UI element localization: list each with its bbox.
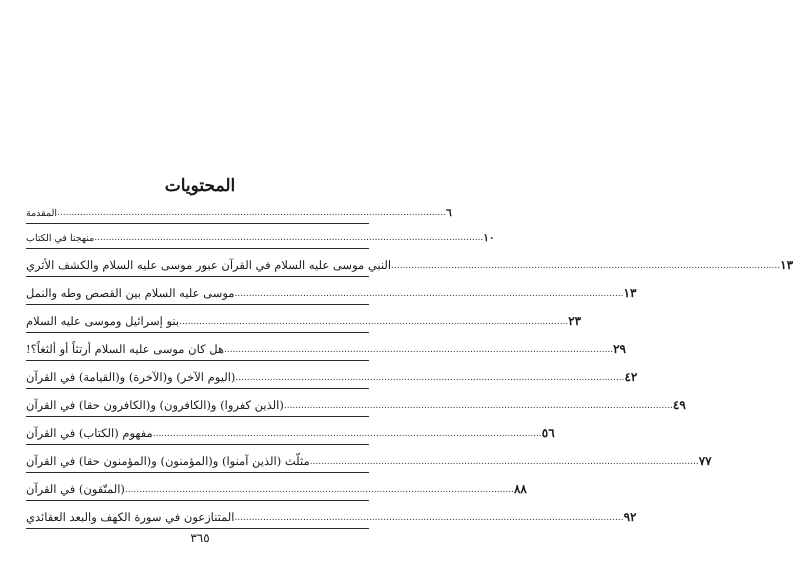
toc-entry-page: ٨٨ (513, 482, 527, 496)
toc-entry-page: ٩٢ (623, 510, 637, 524)
toc-leader-dots (94, 231, 483, 248)
toc-leader-dots (234, 287, 623, 304)
toc-entry-title: المقدمة (26, 208, 58, 219)
toc-title: المحتويات (164, 176, 236, 196)
toc-leader-dots (125, 483, 514, 500)
toc-entry-page: ١٠ (483, 232, 495, 244)
toc-entry-title: (المتّقون) في القرآن (26, 482, 125, 496)
toc-entry-page: ٥٦ (541, 426, 555, 440)
toc-leader-dots (224, 343, 613, 360)
toc-leader-dots (153, 427, 542, 444)
toc-entry-page: ٦ (446, 207, 452, 219)
toc-entry-page: ١٣ (780, 258, 793, 272)
toc-entry (26, 505, 637, 529)
toc-entry-title: موسى عليه السلام بين القصص وطه والنمل (26, 286, 235, 300)
toc-entry-title: (اليوم الآخر) و(الآخرة) و(القيامة) في القرآن (26, 370, 236, 384)
toc-entry (26, 421, 555, 445)
toc-entry-page: ٤٩ (672, 398, 686, 412)
toc-entry-title: مفهوم (الكتاب) في القرآن (26, 426, 153, 440)
toc-entry-title: المتنازعون في سورة الكهف والبعد العقائدي (26, 510, 235, 524)
toc-entry-title: منهجنا في الكتاب (26, 233, 95, 244)
toc-entry-page: ٢٣ (568, 314, 582, 328)
page-number: ٣٦٥ (190, 531, 210, 545)
toc-entry (26, 477, 527, 501)
toc-entry-page: ٢٩ (613, 342, 626, 356)
toc-leader-dots (57, 206, 446, 223)
toc-entry (26, 203, 452, 224)
toc-entry-page: ١٣ (623, 286, 637, 300)
toc-entry (26, 393, 686, 417)
toc-leader-dots (179, 315, 568, 332)
toc-entry-page: ٤٢ (624, 370, 638, 384)
toc-entry-page: ٧٧ (698, 454, 712, 468)
toc-list (26, 203, 793, 533)
toc-leader-dots (391, 259, 780, 276)
toc-entry (26, 281, 637, 305)
toc-leader-dots (310, 455, 699, 472)
toc-entry-title: (الذين كفروا) و(الكافرون) و(الكافرون حقا) في القرآن (26, 398, 284, 412)
toc-leader-dots (235, 371, 624, 388)
toc-entry (26, 337, 626, 361)
toc-entry (26, 449, 712, 473)
toc-leader-dots (284, 399, 673, 416)
toc-entry-title: مثلّث (الذين آمنوا) و(المؤمنون) و(المؤمنون حقا) في القرآن (26, 454, 310, 468)
toc-leader-dots (234, 511, 623, 528)
toc-entry (26, 309, 582, 333)
toc-entry-title: بنو إسرائيل وموسى عليه السلام (26, 314, 180, 328)
toc-entry (26, 228, 495, 249)
toc-entry-title: هل كان موسى عليه السلام أرتثاً أو ألثغاً؟! (26, 342, 224, 356)
toc-entry-title: النبي موسى عليه السلام في القرآن عبور موسى عليه السلام والكشف الأثري (26, 258, 392, 272)
toc-entry (26, 253, 793, 277)
toc-entry (26, 365, 638, 389)
